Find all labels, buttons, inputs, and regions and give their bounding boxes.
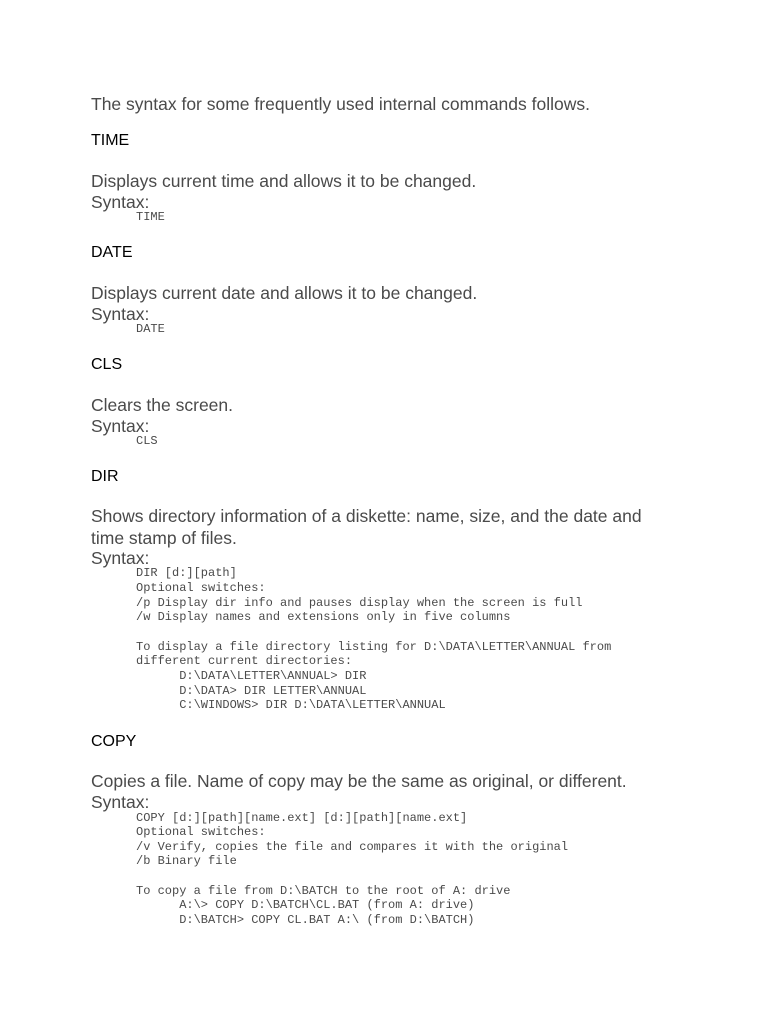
code-line: different current directories:: [136, 654, 353, 668]
section-heading-cls: CLS: [91, 356, 123, 373]
syntax-label: Syntax:: [91, 416, 150, 436]
code-line: COPY [d:][path][name.ext] [d:][path][name.ext]: [136, 811, 468, 825]
code-line: /v Verify, copies the file and compares it with the original: [136, 840, 569, 854]
section-description-cls: Clears the screen.: [91, 395, 234, 415]
code-line: D:\BATCH> COPY CL.BAT A:\ (from D:\BATCH): [136, 913, 475, 927]
code-line: DIR [d:][path]: [136, 566, 237, 580]
section-heading-copy: COPY: [91, 733, 137, 750]
code-line: A:\> COPY D:\BATCH\CL.BAT (from A: drive): [136, 898, 475, 912]
code-line: /b Binary file: [136, 854, 237, 868]
section-description-dir: Shows directory information of a diskette: name, size, and the date and time stamp of files.: [91, 506, 642, 548]
code-line: To display a file directory listing for D:\DATA\LETTER\ANNUAL from: [136, 640, 612, 654]
section-description-time: Displays current time and allows it to be changed.: [91, 171, 477, 191]
code-line: To copy a file from D:\BATCH to the root of A: drive: [136, 884, 511, 898]
code-line: TIME: [136, 210, 165, 224]
code-line: D:\DATA\LETTER\ANNUAL> DIR: [136, 669, 367, 683]
section-description-copy: Copies a file. Name of copy may be the same as original, or different.: [91, 771, 627, 791]
section-heading-time: TIME: [91, 132, 130, 149]
section-heading-dir: DIR: [91, 468, 119, 485]
code-line: DATE: [136, 322, 165, 336]
code-line: D:\DATA> DIR LETTER\ANNUAL: [136, 684, 367, 698]
section-heading-date: DATE: [91, 244, 133, 261]
code-line: C:\WINDOWS> DIR D:\DATA\LETTER\ANNUAL: [136, 698, 446, 712]
section-description-date: Displays current date and allows it to be changed.: [91, 283, 478, 303]
code-line: Optional switches:: [136, 581, 266, 595]
intro-text: The syntax for some frequently used internal commands follows.: [91, 94, 590, 114]
syntax-label: Syntax:: [91, 304, 150, 324]
code-line: /w Display names and extensions only in five columns: [136, 610, 511, 624]
code-line: CLS: [136, 434, 158, 448]
syntax-label: Syntax:: [91, 792, 150, 812]
syntax-label: Syntax:: [91, 192, 150, 212]
code-line: Optional switches:: [136, 825, 266, 839]
code-line: /p Display dir info and pauses display when the screen is full: [136, 596, 583, 610]
syntax-label: Syntax:: [91, 548, 150, 568]
